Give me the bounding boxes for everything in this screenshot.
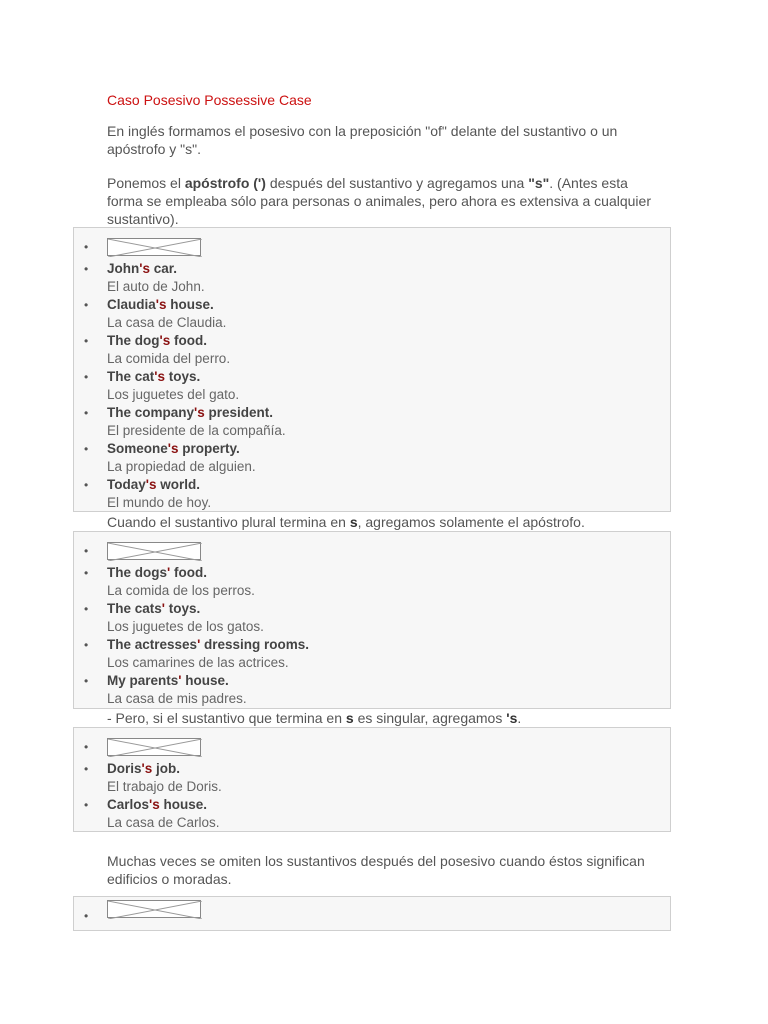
examples-list-plural-image	[74, 532, 670, 564]
example-possession: house.	[181, 673, 229, 688]
english-example	[107, 368, 670, 386]
possessive-mark: 's	[155, 297, 167, 312]
examples-list-singular-s-image	[74, 728, 670, 760]
example-possession: property.	[178, 441, 240, 456]
broken-image-icon	[107, 738, 201, 756]
singular-note-pre: - Pero, si el sustantivo que termina en	[107, 710, 346, 726]
example-item	[74, 476, 670, 512]
singular-note-mid: es singular, agregamos	[353, 710, 507, 726]
english-example	[107, 404, 670, 422]
example-possession: world.	[156, 477, 200, 492]
example-item	[74, 564, 670, 600]
example-item	[74, 600, 670, 636]
english-example	[107, 296, 670, 314]
rule-paragraph	[107, 174, 667, 228]
example-item	[74, 368, 670, 404]
bullet: •	[84, 740, 89, 754]
spanish-translation: El presidente de la compañía.	[107, 423, 286, 438]
example-possession: dressing rooms.	[200, 637, 310, 652]
possessive-mark: 's	[141, 761, 153, 776]
possessive-mark: '	[161, 601, 165, 616]
singular-note-bold-apostrophe-s: 's	[506, 710, 518, 726]
examples-list-1	[74, 260, 670, 512]
english-example	[107, 476, 670, 494]
spanish-translation: Los camarines de las actrices.	[107, 655, 289, 670]
bullet: •	[84, 762, 89, 776]
spanish-translation: El trabajo de Doris.	[107, 779, 222, 794]
examples-list-singular	[74, 228, 670, 260]
bullet: •	[84, 262, 89, 276]
example-owner: The dog	[107, 333, 160, 348]
spanish-translation: La casa de mis padres.	[107, 691, 247, 706]
example-item	[74, 404, 670, 440]
english-example	[107, 760, 670, 778]
bullet: •	[84, 406, 89, 420]
english-example	[107, 636, 670, 654]
example-owner: The dogs	[107, 565, 167, 580]
example-item	[74, 760, 670, 796]
intro-paragraph: En inglés formamos el posesivo con la preposición "of" delante del sustantivo o un apóstrofo y "s".	[107, 123, 618, 157]
example-owner: John	[107, 261, 140, 276]
example-item	[74, 672, 670, 708]
english-example	[107, 672, 670, 690]
examples-box-plural	[73, 531, 671, 709]
example-owner: The cats	[107, 601, 162, 616]
example-possession: food.	[170, 565, 207, 580]
rule-text-mid: después del sustantivo y agregamos una	[265, 175, 529, 191]
example-possession: president.	[204, 405, 274, 420]
example-possession: toys.	[165, 601, 201, 616]
singular-note-bold-s: s	[345, 710, 354, 726]
bullet: •	[84, 544, 89, 558]
rule-text-pre: Ponemos el	[107, 175, 185, 191]
example-owner: The company	[107, 405, 195, 420]
examples-list-buildings	[74, 897, 670, 929]
example-item	[74, 296, 670, 332]
bullet: •	[84, 298, 89, 312]
example-item	[74, 796, 670, 832]
possessive-mark: '	[197, 637, 201, 652]
example-item	[74, 332, 670, 368]
bullet: •	[84, 240, 89, 254]
bullet: •	[84, 798, 89, 812]
bullet: •	[84, 909, 89, 923]
spanish-translation: La comida del perro.	[107, 351, 231, 366]
possessive-mark: '	[178, 673, 182, 688]
bullet: •	[84, 370, 89, 384]
bullet: •	[84, 442, 89, 456]
plural-note-pre: Cuando el sustantivo plural termina en	[107, 514, 350, 530]
plural-note-post: , agregamos solamente el apóstrofo.	[357, 514, 585, 530]
broken-image-icon	[107, 542, 201, 560]
image-placeholder-item	[74, 738, 670, 760]
english-example	[107, 260, 670, 278]
spanish-translation: La propiedad de alguien.	[107, 459, 256, 474]
example-possession: job.	[152, 761, 180, 776]
possessive-mark: 's	[167, 441, 179, 456]
spanish-translation: Los juguetes del gato.	[107, 387, 240, 402]
example-owner: Today	[107, 477, 146, 492]
rule-text-post: . (Antes esta forma se empleaba sólo para personas o animales, pero ahora es extensiva a cualquier sustantivo).	[107, 175, 651, 227]
image-placeholder-item	[74, 907, 670, 929]
page-title: Caso Posesivo Possessive Case	[107, 92, 312, 108]
outro-paragraph: Muchas veces se omiten los sustantivos después del posesivo cuando éstos significan edificios o moradas.	[107, 853, 645, 887]
possessive-mark: 's	[139, 261, 150, 276]
spanish-translation: La comida de los perros.	[107, 583, 255, 598]
english-example	[107, 600, 670, 618]
example-item	[74, 636, 670, 672]
example-possession: house.	[166, 297, 214, 312]
example-owner: The actresses	[107, 637, 198, 652]
bullet: •	[84, 638, 89, 652]
possessive-mark: 's	[159, 333, 171, 348]
examples-box-buildings	[73, 896, 671, 931]
spanish-translation: Los juguetes de los gatos.	[107, 619, 264, 634]
rule-bold-s: "s"	[528, 175, 550, 191]
examples-box-singular	[73, 227, 671, 512]
example-possession: house.	[159, 797, 208, 812]
example-owner: My parents	[107, 673, 179, 688]
broken-image-icon	[107, 900, 201, 918]
possessive-mark: 's	[149, 797, 160, 812]
bullet: •	[84, 674, 89, 688]
image-placeholder-item	[74, 542, 670, 564]
plural-note-bold: s	[349, 514, 358, 530]
example-owner: The cat	[107, 369, 155, 384]
example-possession: toys.	[164, 369, 201, 384]
possessive-mark: 's	[145, 477, 157, 492]
singular-s-note	[107, 710, 521, 726]
example-item	[74, 440, 670, 476]
spanish-translation: El auto de John.	[107, 279, 205, 294]
english-example	[107, 564, 670, 582]
rule-bold-apostrophe: apóstrofo (')	[184, 175, 266, 191]
broken-image-icon	[107, 238, 201, 256]
example-owner: Carlos	[107, 797, 150, 812]
examples-box-singular-s	[73, 727, 671, 832]
bullet: •	[84, 566, 89, 580]
singular-note-post: .	[517, 710, 522, 726]
plural-note	[107, 514, 585, 530]
example-possession: car.	[149, 261, 177, 276]
image-placeholder-item	[74, 238, 670, 260]
example-owner: Claudia	[107, 297, 156, 312]
spanish-translation: La casa de Claudia.	[107, 315, 227, 330]
possessive-mark: '	[167, 565, 171, 580]
english-example	[107, 440, 670, 458]
english-example	[107, 796, 670, 814]
bullet: •	[84, 334, 89, 348]
bullet: •	[84, 478, 89, 492]
example-possession: food.	[170, 333, 207, 348]
examples-list-3	[74, 760, 670, 832]
example-item	[74, 260, 670, 296]
possessive-mark: 's	[154, 369, 165, 384]
english-example	[107, 332, 670, 350]
example-owner: Someone	[107, 441, 168, 456]
example-owner: Doris	[107, 761, 142, 776]
bullet: •	[84, 602, 89, 616]
spanish-translation: La casa de Carlos.	[107, 815, 220, 830]
spanish-translation: El mundo de hoy.	[107, 495, 212, 510]
examples-list-2	[74, 564, 670, 708]
possessive-mark: 's	[194, 405, 205, 420]
